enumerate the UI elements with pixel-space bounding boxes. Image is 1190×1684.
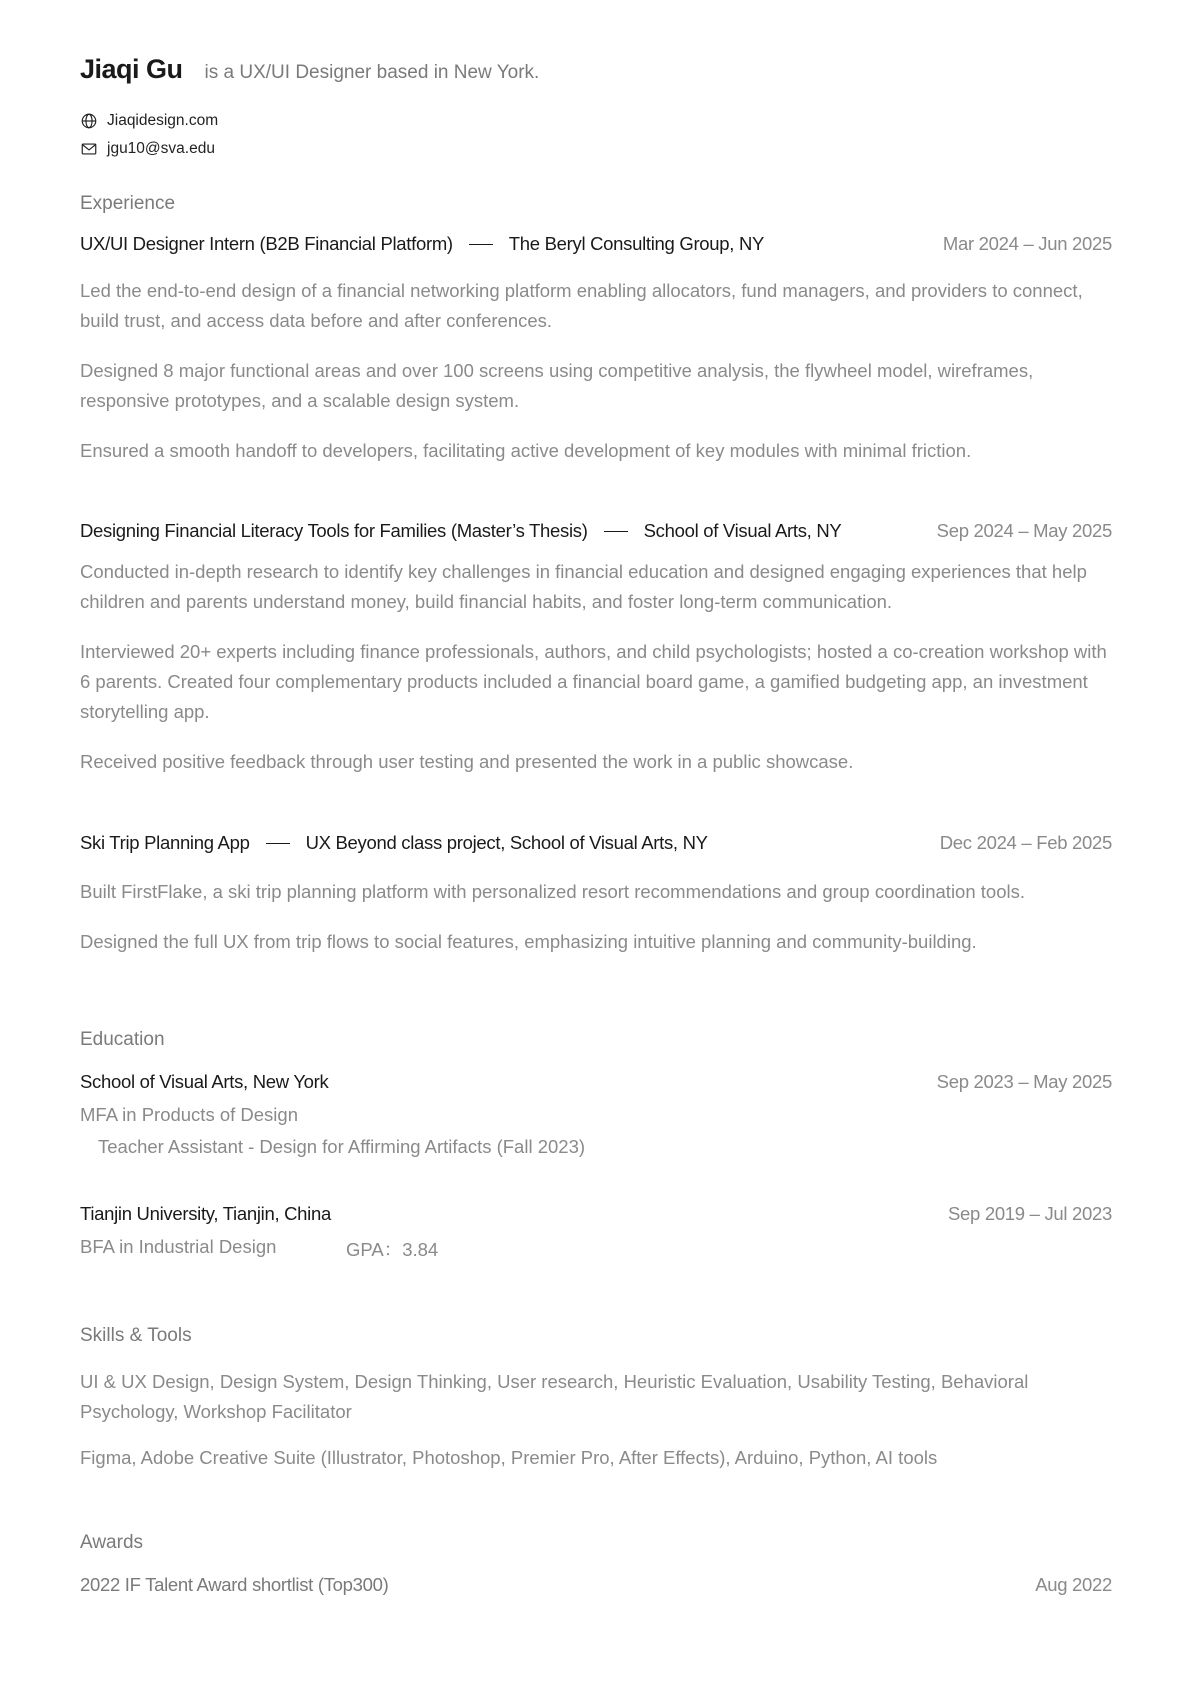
award-title: 2022 IF Talent Award shortlist (Top300) [80,1574,389,1595]
website-link[interactable]: Jiaqidesign.com [107,112,219,129]
award-row [80,1574,1112,1596]
experience-org: School of Visual Arts, NY [643,520,842,541]
section-title-awards: Awards [80,1532,144,1553]
experience-header-1 [80,233,1112,255]
education-date: Sep 2023 – May 2025 [936,1071,1112,1092]
education-gpa: GPA：3.84 [346,1239,439,1260]
dash-separator [266,843,290,845]
experience-paragraph: Ensured a smooth handoff to developers, facilitating active development of key modules with minimal friction. [80,440,972,461]
education-school: School of Visual Arts, New York [80,1071,329,1092]
website-contact[interactable] [80,112,218,130]
education-header-1 [80,1071,1112,1093]
education-note: Teacher Assistant - Design for Affirming Artifacts (Fall 2023) [98,1136,586,1157]
experience-date: Sep 2024 – May 2025 [936,520,1112,541]
experience-org: The Beryl Consulting Group, NY [508,233,765,254]
dash-separator [604,531,628,533]
header [80,54,539,85]
candidate-name: Jiaqi Gu [80,54,183,84]
experience-date: Dec 2024 – Feb 2025 [939,832,1112,853]
mail-icon [80,140,98,158]
candidate-tagline: is a UX/UI Designer based in New York. [204,62,540,83]
globe-icon [80,112,98,130]
email-contact[interactable] [80,140,215,158]
experience-paragraph: Designed the full UX from trip flows to social features, emphasizing intuitive planning and community-building. [80,931,977,952]
education-school: Tianjin University, Tianjin, China [80,1203,331,1224]
experience-paragraph: Interviewed 20+ experts including finance professionals, authors, and child psychologists; hosted a co-creation workshop with 6 parents. Created four complementary products included a financial board game, a gamified budgeting app, an investment storytelling app. [80,641,1107,722]
experience-paragraph: Built FirstFlake, a ski trip planning platform with personalized resort recommendations and group coordination tools. [80,881,1025,902]
experience-role: Ski Trip Planning App [80,832,250,853]
experience-date: Mar 2024 – Jun 2025 [942,233,1112,254]
section-title-experience: Experience [80,193,176,214]
experience-org: UX Beyond class project, School of Visual Arts, NY [305,832,708,853]
education-date: Sep 2019 – Jul 2023 [947,1203,1112,1224]
dash-separator [469,244,493,246]
award-date: Aug 2022 [1035,1574,1112,1595]
education-degree: BFA in Industrial Design [80,1236,277,1257]
experience-role: Designing Financial Literacy Tools for Families (Master’s Thesis) [80,520,588,541]
experience-header-3 [80,832,1112,854]
skills-paragraph: Figma, Adobe Creative Suite (Illustrator, Photoshop, Premier Pro, After Effects), Arduino, Python, AI tools [80,1447,938,1468]
section-title-skills: Skills & Tools [80,1325,192,1346]
education-header-2 [80,1203,1112,1225]
skills-paragraph: UI & UX Design, Design System, Design Thinking, User research, Heuristic Evaluation, Usability Testing, Behavioral Psychology, Workshop Facilitator [80,1371,1029,1422]
section-title-education: Education [80,1029,165,1050]
experience-paragraph: Led the end-to-end design of a financial networking platform enabling allocators, fund managers, and providers to connect, build trust, and access data before and after conferences. [80,280,1083,331]
experience-paragraph: Conducted in-depth research to identify key challenges in financial education and designed engaging experiences that help children and parents understand money, build financial habits, and foster long-term communication. [80,561,1087,612]
resume-page [80,0,1112,1684]
email-link[interactable]: jgu10@sva.edu [107,140,215,157]
experience-role: UX/UI Designer Intern (B2B Financial Platform) [80,233,453,254]
experience-paragraph: Designed 8 major functional areas and over 100 screens using competitive analysis, the flywheel model, wireframes, responsive prototypes, and a scalable design system. [80,360,1034,411]
experience-paragraph: Received positive feedback through user testing and presented the work in a public showcase. [80,751,854,772]
education-degree: MFA in Products of Design [80,1104,298,1125]
experience-header-2 [80,520,1112,542]
